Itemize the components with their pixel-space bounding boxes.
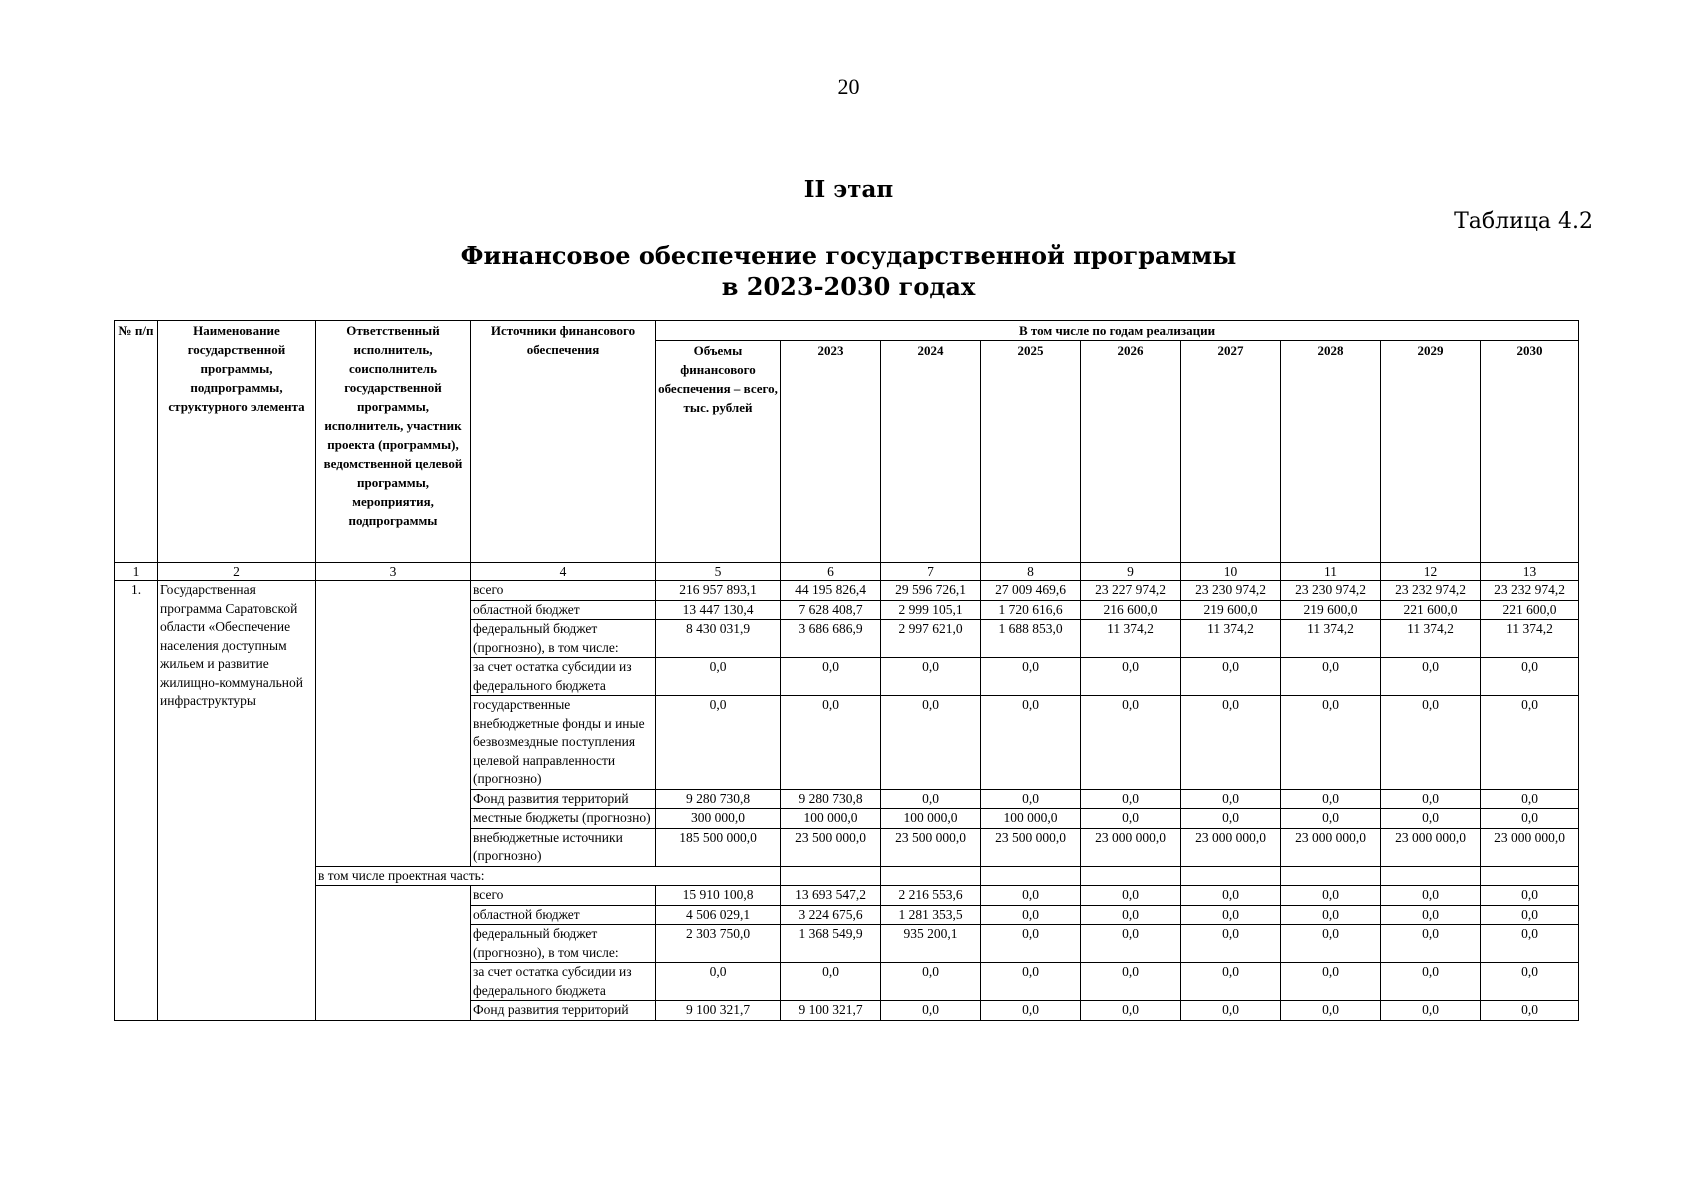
value-cell: 0,0 xyxy=(1281,963,1381,1001)
value-cell: 0,0 xyxy=(881,1001,981,1021)
source-label: государственные внебюджетные фонды и иные безвозмездные поступления целевой направленности (прогнозно) xyxy=(471,696,656,790)
value-cell: 0,0 xyxy=(1081,809,1181,829)
value-cell: 23 232 974,2 xyxy=(1381,581,1481,601)
document-title xyxy=(0,240,1697,302)
empty-cell xyxy=(1281,866,1381,886)
value-cell: 0,0 xyxy=(1481,658,1579,696)
value-cell: 0,0 xyxy=(1081,1001,1181,1021)
empty-cell xyxy=(981,866,1081,886)
value-cell: 29 596 726,1 xyxy=(881,581,981,601)
empty-cell xyxy=(1081,866,1181,886)
value-cell: 9 100 321,7 xyxy=(781,1001,881,1021)
value-cell: 0,0 xyxy=(1281,1001,1381,1021)
value-cell: 221 600,0 xyxy=(1481,600,1579,620)
value-cell: 4 506 029,1 xyxy=(656,905,781,925)
column-number: 13 xyxy=(1481,563,1579,581)
value-cell: 0,0 xyxy=(1381,1001,1481,1021)
value-cell: 216 957 893,1 xyxy=(656,581,781,601)
value-cell: 23 500 000,0 xyxy=(781,828,881,866)
value-cell: 0,0 xyxy=(1081,886,1181,906)
value-cell: 0,0 xyxy=(1181,696,1281,790)
value-cell: 1 720 616,6 xyxy=(981,600,1081,620)
empty-cell xyxy=(781,866,881,886)
value-cell: 0,0 xyxy=(1281,886,1381,906)
value-cell: 0,0 xyxy=(1381,789,1481,809)
header-sources: Источники финансового обеспечения xyxy=(471,321,656,563)
source-label: за счет остатка субсидии из федерального бюджета xyxy=(471,658,656,696)
title-line-2: в 2023-2030 годах xyxy=(721,272,976,301)
value-cell: 0,0 xyxy=(981,1001,1081,1021)
value-cell: 13 693 547,2 xyxy=(781,886,881,906)
value-cell: 23 000 000,0 xyxy=(1481,828,1579,866)
value-cell: 23 500 000,0 xyxy=(881,828,981,866)
value-cell: 185 500 000,0 xyxy=(656,828,781,866)
column-number: 3 xyxy=(316,563,471,581)
header-year: 2028 xyxy=(1281,341,1381,563)
value-cell: 0,0 xyxy=(1481,789,1579,809)
value-cell: 0,0 xyxy=(1481,886,1579,906)
project-part-label: в том числе проектная часть: xyxy=(316,866,656,886)
header-by-years: В том числе по годам реализации xyxy=(656,321,1579,341)
value-cell: 221 600,0 xyxy=(1381,600,1481,620)
value-cell: 23 232 974,2 xyxy=(1481,581,1579,601)
source-label: областной бюджет xyxy=(471,905,656,925)
header-year: 2029 xyxy=(1381,341,1481,563)
value-cell: 0,0 xyxy=(1281,809,1381,829)
table-row xyxy=(115,886,1579,906)
project-part-row xyxy=(115,866,1579,886)
value-cell: 0,0 xyxy=(1381,963,1481,1001)
value-cell: 0,0 xyxy=(781,963,881,1001)
source-label: всего xyxy=(471,886,656,906)
value-cell: 11 374,2 xyxy=(1481,620,1579,658)
column-number: 4 xyxy=(471,563,656,581)
value-cell: 9 100 321,7 xyxy=(656,1001,781,1021)
table-label: Таблица 4.2 xyxy=(1454,209,1593,234)
value-cell: 9 280 730,8 xyxy=(656,789,781,809)
value-cell: 0,0 xyxy=(1281,658,1381,696)
column-number: 5 xyxy=(656,563,781,581)
value-cell: 0,0 xyxy=(1381,658,1481,696)
value-cell: 0,0 xyxy=(981,886,1081,906)
empty-cell xyxy=(656,866,781,886)
value-cell: 11 374,2 xyxy=(1281,620,1381,658)
empty-cell xyxy=(1181,866,1281,886)
value-cell: 27 009 469,6 xyxy=(981,581,1081,601)
value-cell: 7 628 408,7 xyxy=(781,600,881,620)
value-cell: 0,0 xyxy=(881,963,981,1001)
value-cell: 0,0 xyxy=(656,658,781,696)
header-year: 2023 xyxy=(781,341,881,563)
header-name: Наименование государственной программы, подпрограммы, структурного элемента xyxy=(158,321,316,563)
value-cell: 0,0 xyxy=(981,789,1081,809)
header-year: 2030 xyxy=(1481,341,1579,563)
column-number: 8 xyxy=(981,563,1081,581)
value-cell: 0,0 xyxy=(1481,1001,1579,1021)
value-cell: 219 600,0 xyxy=(1181,600,1281,620)
value-cell: 9 280 730,8 xyxy=(781,789,881,809)
value-cell: 935 200,1 xyxy=(881,925,981,963)
source-label: за счет остатка субсидии из федерального бюджета xyxy=(471,963,656,1001)
source-label: федеральный бюджет (прогнозно), в том числе: xyxy=(471,620,656,658)
source-label: Фонд развития территорий xyxy=(471,789,656,809)
value-cell: 23 500 000,0 xyxy=(981,828,1081,866)
empty-cell xyxy=(1481,866,1579,886)
value-cell: 11 374,2 xyxy=(1181,620,1281,658)
header-year: 2027 xyxy=(1181,341,1281,563)
page-number: 20 xyxy=(837,74,860,99)
value-cell: 216 600,0 xyxy=(1081,600,1181,620)
value-cell: 2 216 553,6 xyxy=(881,886,981,906)
empty-cell xyxy=(881,866,981,886)
value-cell: 0,0 xyxy=(781,696,881,790)
header-year: 2025 xyxy=(981,341,1081,563)
value-cell: 0,0 xyxy=(881,696,981,790)
source-label: областной бюджет xyxy=(471,600,656,620)
value-cell: 0,0 xyxy=(981,696,1081,790)
value-cell: 0,0 xyxy=(1481,905,1579,925)
value-cell: 2 999 105,1 xyxy=(881,600,981,620)
header-year: 2024 xyxy=(881,341,981,563)
value-cell: 0,0 xyxy=(1081,963,1181,1001)
column-number: 12 xyxy=(1381,563,1481,581)
financing-table xyxy=(114,320,1579,1021)
value-cell: 0,0 xyxy=(1381,886,1481,906)
source-label: федеральный бюджет (прогнозно), в том числе: xyxy=(471,925,656,963)
value-cell: 2 997 621,0 xyxy=(881,620,981,658)
value-cell: 0,0 xyxy=(1081,696,1181,790)
responsible-cell xyxy=(316,886,471,1021)
value-cell: 44 195 826,4 xyxy=(781,581,881,601)
value-cell: 0,0 xyxy=(981,963,1081,1001)
header-num: № п/п xyxy=(115,321,158,563)
value-cell: 1 688 853,0 xyxy=(981,620,1081,658)
value-cell: 0,0 xyxy=(781,658,881,696)
value-cell: 0,0 xyxy=(1081,905,1181,925)
value-cell: 0,0 xyxy=(981,925,1081,963)
value-cell: 8 430 031,9 xyxy=(656,620,781,658)
column-number-row xyxy=(115,563,1579,581)
value-cell: 0,0 xyxy=(1181,809,1281,829)
value-cell: 0,0 xyxy=(656,963,781,1001)
value-cell: 300 000,0 xyxy=(656,809,781,829)
value-cell: 23 000 000,0 xyxy=(1381,828,1481,866)
value-cell: 1 368 549,9 xyxy=(781,925,881,963)
value-cell: 2 303 750,0 xyxy=(656,925,781,963)
value-cell: 100 000,0 xyxy=(881,809,981,829)
value-cell: 0,0 xyxy=(1181,963,1281,1001)
value-cell: 0,0 xyxy=(1081,925,1181,963)
value-cell: 1 281 353,5 xyxy=(881,905,981,925)
header-year: 2026 xyxy=(1081,341,1181,563)
value-cell: 0,0 xyxy=(1181,925,1281,963)
column-number: 10 xyxy=(1181,563,1281,581)
row-number: 1. xyxy=(115,581,158,1021)
value-cell: 0,0 xyxy=(656,696,781,790)
column-number: 6 xyxy=(781,563,881,581)
value-cell: 23 000 000,0 xyxy=(1281,828,1381,866)
value-cell: 0,0 xyxy=(1481,696,1579,790)
value-cell: 0,0 xyxy=(1181,1001,1281,1021)
value-cell: 23 000 000,0 xyxy=(1181,828,1281,866)
value-cell: 3 224 675,6 xyxy=(781,905,881,925)
value-cell: 23 230 974,2 xyxy=(1181,581,1281,601)
column-number: 1 xyxy=(115,563,158,581)
value-cell: 0,0 xyxy=(1281,789,1381,809)
column-number: 11 xyxy=(1281,563,1381,581)
responsible-cell xyxy=(316,581,471,867)
source-label: Фонд развития территорий xyxy=(471,1001,656,1021)
value-cell: 11 374,2 xyxy=(1081,620,1181,658)
value-cell: 23 230 974,2 xyxy=(1281,581,1381,601)
value-cell: 219 600,0 xyxy=(1281,600,1381,620)
value-cell: 3 686 686,9 xyxy=(781,620,881,658)
value-cell: 0,0 xyxy=(1281,925,1381,963)
value-cell: 0,0 xyxy=(881,658,981,696)
value-cell: 23 000 000,0 xyxy=(1081,828,1181,866)
value-cell: 0,0 xyxy=(1481,963,1579,1001)
header-responsible: Ответственный исполнитель, соисполнитель государственной программы, исполнитель, участник проекта (программы), ведомственной целевой программы, мероприятия, подпрограммы xyxy=(316,321,471,563)
value-cell: 0,0 xyxy=(1281,696,1381,790)
stage-heading: II этап xyxy=(803,176,894,203)
program-name: Государственная программа Саратовской области «Обеспечение населения доступным жильем и развитие жилищно-коммунальной инфраструктуры xyxy=(158,581,316,1021)
value-cell: 0,0 xyxy=(881,789,981,809)
value-cell: 0,0 xyxy=(1181,905,1281,925)
source-label: всего xyxy=(471,581,656,601)
column-number: 7 xyxy=(881,563,981,581)
value-cell: 0,0 xyxy=(1381,809,1481,829)
value-cell: 0,0 xyxy=(1381,925,1481,963)
title-line-1: Финансовое обеспечение государственной программы xyxy=(460,241,1237,270)
value-cell: 0,0 xyxy=(1381,905,1481,925)
value-cell: 0,0 xyxy=(1481,809,1579,829)
value-cell: 13 447 130,4 xyxy=(656,600,781,620)
source-label: внебюджетные источники (прогнозно) xyxy=(471,828,656,866)
value-cell: 0,0 xyxy=(981,658,1081,696)
value-cell: 0,0 xyxy=(981,905,1081,925)
empty-cell xyxy=(1381,866,1481,886)
value-cell: 100 000,0 xyxy=(781,809,881,829)
header-total: Объемы финансового обеспечения – всего, тыс. рублей xyxy=(656,341,781,563)
value-cell: 15 910 100,8 xyxy=(656,886,781,906)
table-row xyxy=(115,581,1579,601)
value-cell: 23 227 974,2 xyxy=(1081,581,1181,601)
value-cell: 0,0 xyxy=(1381,696,1481,790)
column-number: 9 xyxy=(1081,563,1181,581)
value-cell: 0,0 xyxy=(1181,886,1281,906)
value-cell: 0,0 xyxy=(1281,905,1381,925)
value-cell: 11 374,2 xyxy=(1381,620,1481,658)
value-cell: 0,0 xyxy=(1081,789,1181,809)
value-cell: 0,0 xyxy=(1481,925,1579,963)
value-cell: 0,0 xyxy=(1081,658,1181,696)
column-number: 2 xyxy=(158,563,316,581)
value-cell: 0,0 xyxy=(1181,789,1281,809)
value-cell: 100 000,0 xyxy=(981,809,1081,829)
source-label: местные бюджеты (прогнозно) xyxy=(471,809,656,829)
value-cell: 0,0 xyxy=(1181,658,1281,696)
